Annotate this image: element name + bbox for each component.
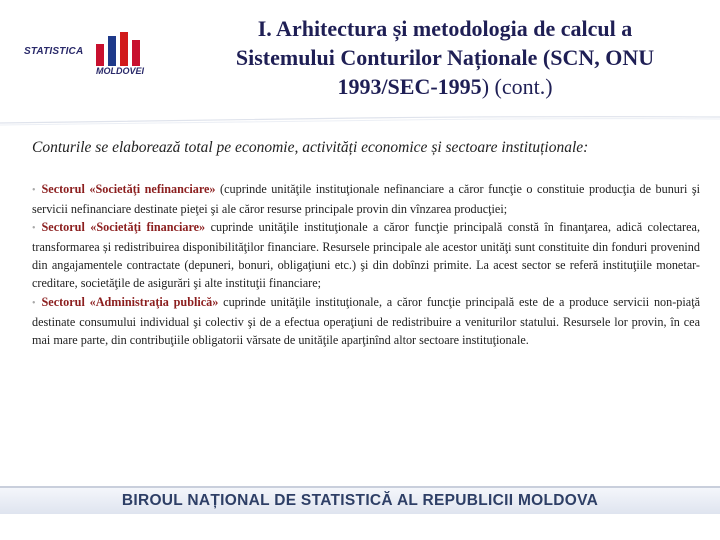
- paragraph-public-admin: [32, 293, 700, 349]
- title-line3-bold: 1993/SEC-1995: [337, 74, 482, 99]
- paragraph-lead: Sectorul «Societăţi nefinanciare»: [41, 182, 216, 196]
- paragraph-lead: Sectorul «Administraţia publică»: [41, 294, 219, 309]
- paragraph-lead: Sectorul «Societăţi financiare»: [41, 220, 206, 235]
- paragraph-nonfinancial: [32, 180, 700, 218]
- title-line1: I. Arhitectura și metodologia de calcul a: [257, 16, 633, 41]
- page-title: [185, 14, 705, 101]
- header-divider: [0, 114, 720, 126]
- paragraph-text: (cuprinde unităţile instituţionale nefinanciare a căror funcţie o constituie producţia de bunuri şi servicii nefinanciare destinate pieţei şi ale căror resurse principale provin din vînzarea producţiei;: [32, 182, 700, 217]
- bullet-icon: •: [32, 297, 36, 309]
- paragraph-text: cuprinde unităţile instituţionale, a căror funcţie principală este de a produce servicii non-piaţă destinate consumului individual şi colectiv şi de a efectua operaţiuni de redistribuire a veniturilor statului. Resursele lor provin, în cea mai mare parte, din contribuţiile obligatorii vărsate de unităţile aparţinînd altor sectoare instituţionale.: [32, 294, 700, 347]
- footer-text: BIROUL NAȚIONAL DE STATISTICĂ AL REPUBLICII MOLDOVA: [121, 492, 599, 509]
- bullet-icon: •: [32, 185, 36, 196]
- paragraph-financial: [32, 218, 700, 292]
- bullet-icon: •: [32, 223, 36, 235]
- title-line2: Sistemului Conturilor Naționale (SCN, ONU: [235, 45, 655, 70]
- body-text: [32, 180, 700, 349]
- paragraph-text: cuprinde unităţile instituţionale a căror funcţie principală constă în finanţarea, adică colectarea, transformarea și redistribuirea disponibilităţilor financiare. Resursele principale ale acestor unităţi sunt constituite din fonduri provenind din angajamentele contractate (depuneri, bonuri, obligaţiuni etc.) şi din dobînzi primite. La acest sector se referă instituţiile monetar-creditare, societăţile de asigurări şi alte instituţii financiare;: [32, 220, 700, 291]
- logo: [18, 28, 158, 88]
- intro-text: Conturile se elaborează total pe economie, activități economice și sectoare instituționale:: [32, 139, 589, 156]
- logo-text-line1: STATISTICA: [24, 46, 84, 57]
- title-line3-rest: ) (cont.): [481, 74, 553, 99]
- logo-bars-icon: [94, 30, 150, 66]
- logo-text-line2: MOLDOVEI: [96, 66, 145, 76]
- title-line3: [185, 72, 705, 101]
